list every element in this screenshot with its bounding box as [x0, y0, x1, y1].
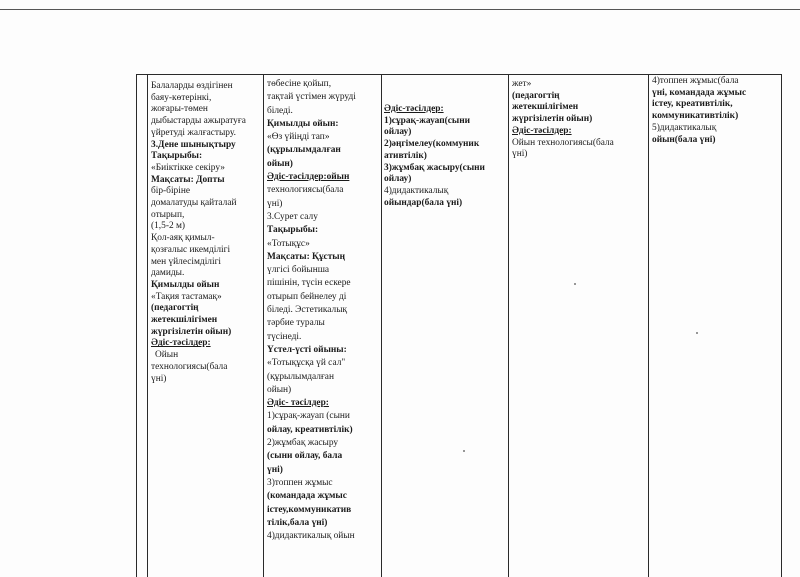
cell-line: «Тотықұсқа үй сал": [267, 358, 346, 369]
cell-line: үні): [267, 198, 283, 209]
cell-line: Қол-аяқ қимыл-: [151, 233, 215, 244]
cell-line: 5)дидактикалық: [652, 122, 717, 133]
cell-line: Ойын технологиясы(бала: [512, 137, 614, 148]
cell-line: үлгісі бойынша: [267, 265, 330, 276]
cell-line: домалатуды қайталай: [151, 198, 237, 209]
cell-line: 2)жұмбақ жасыру: [267, 438, 339, 449]
cell-line: Ойын: [155, 350, 179, 361]
cell-line: (1,5-2 м): [151, 221, 186, 232]
cell-line: (сыни ойлау, бала: [267, 451, 343, 462]
cell-line: жүргізілетін ойын): [151, 326, 232, 337]
scan-speck: [463, 450, 465, 452]
scan-speck: [574, 283, 576, 285]
cell-line: отырып,: [151, 209, 185, 220]
cell-line: Әдіс-тәсілдер:: [151, 338, 211, 349]
cell-line: отырып бейнелеу ді: [267, 291, 347, 302]
table-left-border: [136, 74, 137, 577]
cell-line: тәрбие туралы: [267, 318, 325, 329]
cell-line: істеу,коммуникатив: [267, 504, 352, 515]
table-right-border: [781, 74, 782, 577]
column-divider-2: [263, 74, 264, 577]
cell-line: (құрылымдалған: [267, 145, 341, 156]
cell-line: «Өз үйіңді тап»: [267, 132, 330, 143]
cell-line: бір-біріне: [151, 186, 191, 197]
cell-line: Қимылды ойын:: [267, 118, 339, 129]
cell-line: 2)әңгімелеу(коммуник: [384, 139, 480, 150]
cell-line: «Тотықұс»: [267, 238, 310, 249]
cell-line: «Тақия тастамақ»: [151, 291, 222, 302]
cell-line: Әдіс- тәсілдер:: [267, 398, 329, 409]
table-cell-col1: [151, 81, 261, 421]
cell-line: Мақсаты: Допты: [151, 174, 225, 185]
table-cell-col2: [267, 78, 380, 577]
cell-line: 1)сұрақ-жауап(сыни: [384, 115, 471, 126]
cell-line: пішінін, түсін ескере: [267, 278, 351, 289]
cell-line: мен үйлесімділігі: [151, 256, 222, 267]
cell-line: (құрылымдалған: [267, 371, 334, 382]
cell-line: Балаларды өздігінен: [151, 81, 233, 91]
column-divider-5: [648, 74, 649, 577]
cell-line: ативтілік): [384, 150, 427, 161]
cell-line: Әдіс-тәсілдер:ойын: [267, 172, 350, 183]
cell-line: Тақырыбы:: [267, 225, 319, 236]
cell-line: Үстел-үсті ойыны:: [267, 344, 347, 355]
table-cell-col4: [512, 79, 646, 179]
cell-line: 3)жұмбақ жасыру(сыни: [384, 162, 485, 173]
column-divider-1: [147, 74, 148, 577]
cell-line: технологиясы(бала: [267, 185, 344, 196]
cell-line: үні): [512, 149, 528, 160]
cell-line: біледі. Эстетикалық: [267, 305, 348, 316]
cell-line: Қимылды ойын: [151, 279, 220, 290]
cell-line: 4)топпен жұмыс(бала: [652, 76, 739, 86]
cell-line: жетекшілігімен: [151, 315, 218, 326]
cell-line: тілік,бала үні): [267, 517, 328, 528]
cell-line: (командада жұмыс: [267, 491, 347, 502]
cell-line: ойындар(бала үні): [384, 197, 463, 208]
cell-line: жоғары-төмен: [151, 104, 208, 115]
cell-line: «Биіктікке секіру»: [151, 162, 225, 173]
cell-line: істеу, креативтілік,: [652, 99, 733, 110]
cell-line: үні): [151, 373, 167, 384]
cell-line: Тақырыбы:: [151, 151, 203, 162]
column-divider-4: [508, 74, 509, 577]
cell-line: баяу-көтерінкі,: [151, 92, 212, 103]
cell-line: 4)дидактикалық ойын: [267, 531, 355, 542]
cell-line: 3.Дене шынықтыру: [151, 139, 236, 150]
cell-line: ойлау): [384, 174, 412, 185]
cell-line: жет»: [512, 79, 532, 89]
table-cell-col5: [652, 76, 780, 166]
column-divider-3: [381, 74, 382, 577]
cell-line: (педагогтің: [151, 303, 199, 314]
cell-line: 4)дидактикалық: [384, 185, 449, 196]
cell-line: 1)сұрақ-жауап (сыни: [267, 411, 350, 422]
cell-line: жүргізілетін ойын): [512, 114, 593, 125]
cell-line: жетекшілігімен: [512, 102, 579, 113]
cell-line: Әдіс-тәсілдер:: [512, 125, 572, 136]
cell-line: түсінеді.: [267, 331, 302, 342]
cell-line: дамиды.: [151, 268, 185, 279]
cell-line: Мақсаты: Құстың: [267, 251, 346, 262]
cell-line: 3.Сурет салу: [267, 211, 318, 222]
page-edge-line: [0, 9, 800, 10]
cell-line: дыбыстарды ажыратуға: [151, 116, 246, 127]
cell-line: 3)топпен жұмыс: [267, 477, 333, 488]
cell-line: технологиясы(бала: [151, 361, 228, 372]
cell-line: ойын): [267, 158, 293, 169]
cell-line: (педагогтің: [512, 90, 560, 101]
cell-line: үні, командада жұмыс: [652, 87, 747, 98]
cell-line: төбесіне қойып,: [267, 79, 332, 89]
cell-line: ойын(бала үні): [652, 134, 716, 145]
table-top-border: [136, 74, 782, 75]
cell-line: үні): [267, 464, 283, 475]
cell-line: Әдіс-тәсілдер:: [384, 104, 444, 114]
table-cell-col3: [384, 104, 507, 234]
scan-speck: [696, 332, 698, 334]
cell-line: тақтай үстімен жүруді: [267, 92, 356, 103]
cell-line: ойлау, креативтілік): [267, 424, 353, 435]
cell-line: коммуникативтілік): [652, 111, 739, 122]
cell-line: ойын): [267, 384, 292, 395]
cell-line: біледі.: [267, 105, 293, 116]
cell-line: қозғалыс икемділігі: [151, 244, 231, 255]
cell-line: үйретуді жалғастыру.: [151, 127, 236, 138]
cell-line: ойлау): [384, 127, 412, 138]
